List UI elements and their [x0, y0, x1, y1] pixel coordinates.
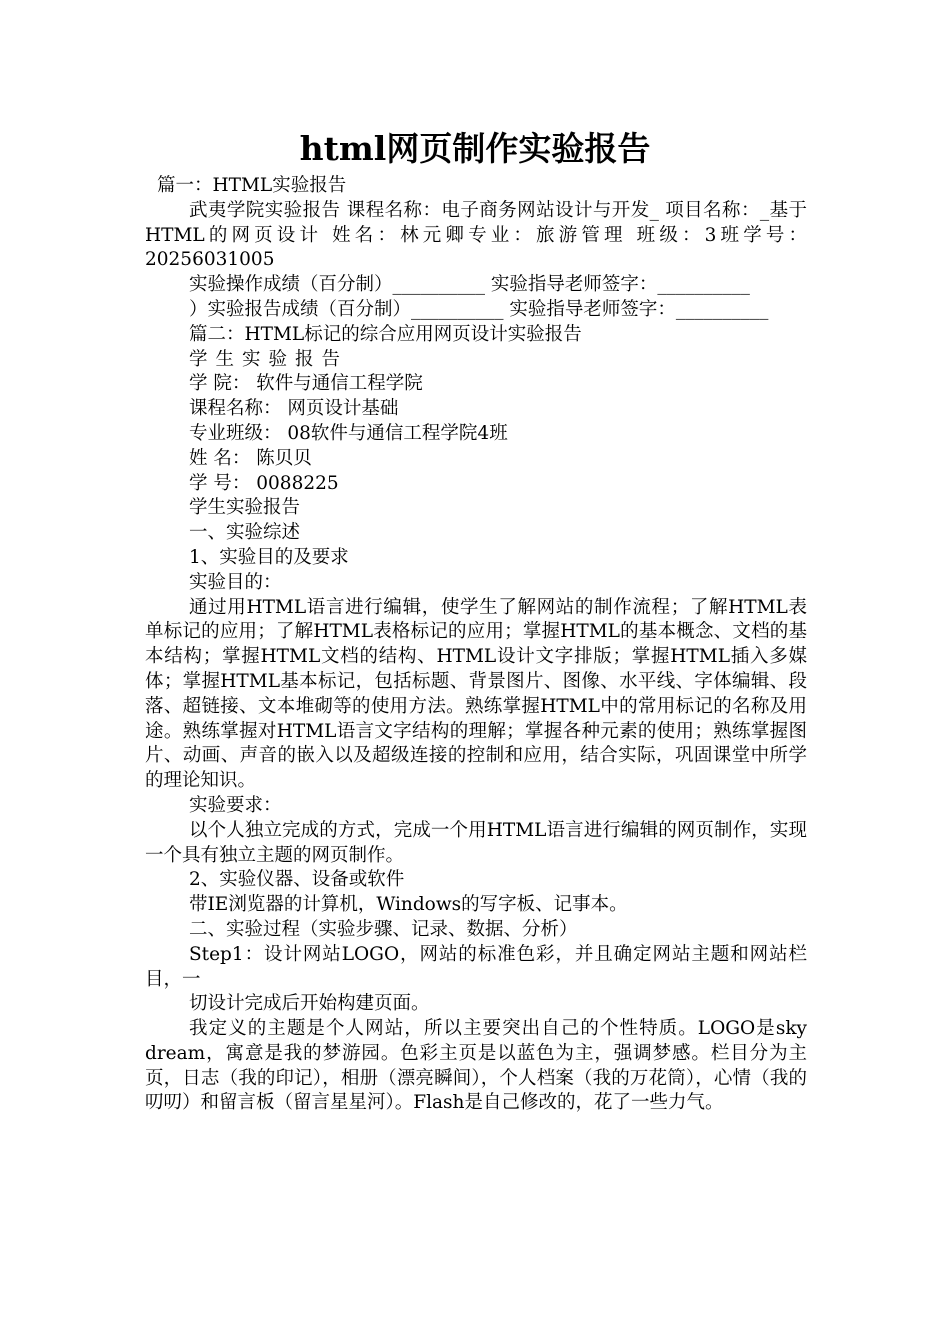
paragraph-p22: Step1：设计网站LOGO，网站的标准色彩，并且确定网站主题和网站栏目，一 [145, 943, 807, 990]
paragraph-p7: 学 院： 软件与通信工程学院 [189, 373, 423, 395]
paragraph-p21: 二、实验过程（实验步骤、记录、数据、分析） [189, 918, 578, 940]
paragraph-p6: 学生实验报告 [189, 348, 349, 370]
document-body [145, 174, 807, 1116]
paragraph-p20: 带IE浏览器的计算机，Windows的写字板、记事本。 [189, 894, 628, 916]
paragraph-p23: 切设计完成后开始构建页面。 [189, 993, 430, 1015]
paragraph-p13: 一、实验综述 [189, 522, 301, 544]
paragraph-p18: 以个人独立完成的方式，完成一个用HTML语言进行编辑的网页制作，实现一个具有独立主题的网页制作。 [145, 819, 807, 866]
document-title: html网页制作实验报告 [299, 129, 651, 168]
paragraph-p3: 实验操作成绩（百分制）__________ 实验指导老师签字：__________ [189, 274, 750, 296]
paragraph-p15: 实验目的： [189, 571, 282, 593]
paragraph-p12: 学生实验报告 [189, 497, 301, 519]
paragraph-p2: 武夷学院实验报告 课程名称：电子商务网站设计与开发_ 项目名称：_基于HTML的网页设计 姓名：林元卿专业：旅游管理 班级：3班学号：20256031005 [145, 199, 807, 271]
paragraph-p10: 姓 名： 陈贝贝 [189, 447, 312, 469]
paragraph-p4: ）实验报告成绩（百分制）__________ 实验指导老师签字：__________ [189, 298, 769, 320]
paragraph-p16: 通过用HTML语言进行编辑，使学生了解网站的制作流程；了解HTML表单标记的应用；了解HTML表格标记的应用；掌握HTML的基本概念、文档的基本结构；掌握HTML文档的结构、HTML设计文字排版；掌握HTML插入多媒体；掌握HTML基本标记，包括标题、背景图片、图像、水平线、字体编辑、段落、超链接、文本堆砌等的使用方法。熟练掌握HTML中的常用标记的名称及用途。熟练掌握对HTML语言文字结构的理解；掌握各种元素的使用；熟练掌握图片、动画、声音的嵌入以及超级连接的控制和应用，结合实际，巩固课堂中所学的理论知识。 [145, 596, 807, 792]
paragraph-p9: 专业班级： 08软件与通信工程学院4班 [189, 422, 508, 444]
paragraph-p5: 篇二：HTML标记的综合应用网页设计实验报告 [189, 323, 582, 345]
paragraph-p24: 我定义的主题是个人网站，所以主要突出自己的个性特质。LOGO是sky dream，寓意是我的梦游园。色彩主页是以蓝色为主，强调梦感。栏目分为主页，日志（我的印记），相册（漂亮瞬间），个人档案（我的万花筒），心情（我的叨叨）和留言板（留言星星河）。Flash是自己修改的，花了一些力气。 [145, 1018, 807, 1114]
paragraph-p11: 学 号： 0088225 [189, 472, 339, 494]
paragraph-p14: 1、实验目的及要求 [189, 546, 349, 568]
paragraph-p17: 实验要求： [189, 794, 282, 816]
paragraph-p19: 2、实验仪器、设备或软件 [189, 869, 405, 891]
paragraph-p8: 课程名称： 网页设计基础 [189, 398, 399, 420]
paragraph-p1: 篇一：HTML实验报告 [157, 175, 347, 196]
